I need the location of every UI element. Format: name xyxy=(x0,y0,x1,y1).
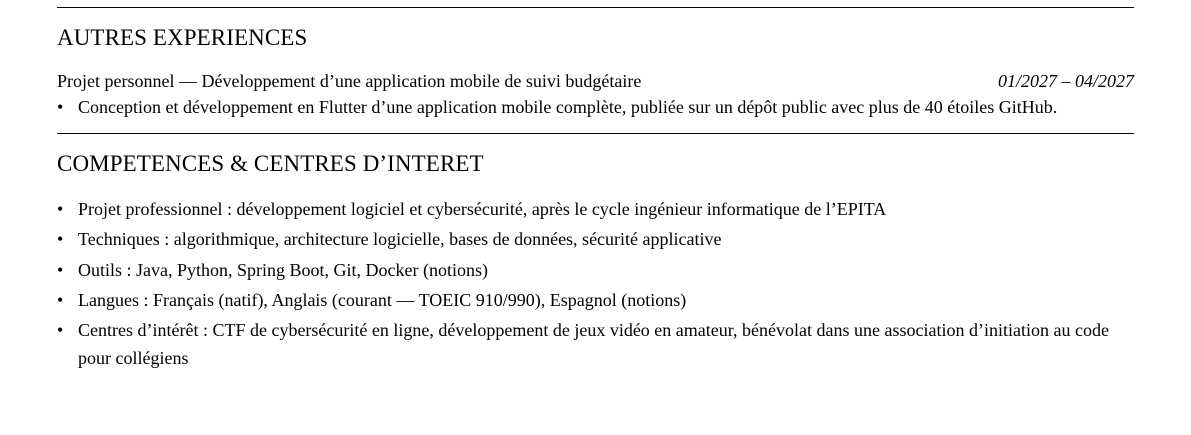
experience-entry-header xyxy=(57,70,1134,92)
bullet-text: Projet professionnel : développement logiciel et cybersécurité, après le cycle ingénieur informatique de l’EPITA xyxy=(78,198,887,219)
bullet-text: Techniques : algorithmique, architecture logicielle, bases de données, sécurité applicative xyxy=(78,229,722,249)
bullet-item xyxy=(57,316,1134,373)
bullet-icon: • xyxy=(57,229,64,249)
bullet-text: Centres d’intérêt : CTF de cybersécurité en ligne, développement de jeux vidéo en amateur, bénévolat dans une association d’initiation au code pour collégiens xyxy=(78,319,1109,368)
bullet-text: Outils : Java, Python, Spring Boot, Git, Docker (notions) xyxy=(78,259,488,280)
bullet-icon: • xyxy=(57,259,64,280)
bullet-icon: • xyxy=(57,290,64,310)
experience-dates: 01/2027 – 04/2027 xyxy=(997,71,1134,91)
section-title-autres-experiences: AUTRES EXPERIENCES xyxy=(57,25,308,50)
section-divider xyxy=(57,133,1134,134)
experience-bullet-list xyxy=(57,93,1134,122)
bullet-item xyxy=(57,285,1134,316)
bullet-item xyxy=(57,194,1134,225)
bullet-item xyxy=(57,224,1134,255)
bullet-text: Conception et développement en Flutter d’une application mobile complète, publiée sur un dépôt public avec plus de 40 étoiles GitHub. xyxy=(78,97,1058,117)
bullet-text: Langues : Français (natif), Anglais (courant — TOEIC 910/990), Espagnol (notions) xyxy=(78,290,687,310)
bullet-icon: • xyxy=(57,319,64,340)
bullet-icon: • xyxy=(57,198,64,219)
bullet-icon: • xyxy=(57,97,64,117)
resume-page xyxy=(57,0,1134,373)
section-divider xyxy=(57,7,1134,8)
bullet-item xyxy=(57,93,1134,122)
competences-bullet-list xyxy=(57,194,1134,373)
experience-heading: Projet personnel — Développement d’une application mobile de suivi budgétaire xyxy=(57,71,642,91)
section-title-competences: COMPETENCES & CENTRES D’INTERET xyxy=(57,150,484,176)
bullet-item xyxy=(57,255,1134,286)
